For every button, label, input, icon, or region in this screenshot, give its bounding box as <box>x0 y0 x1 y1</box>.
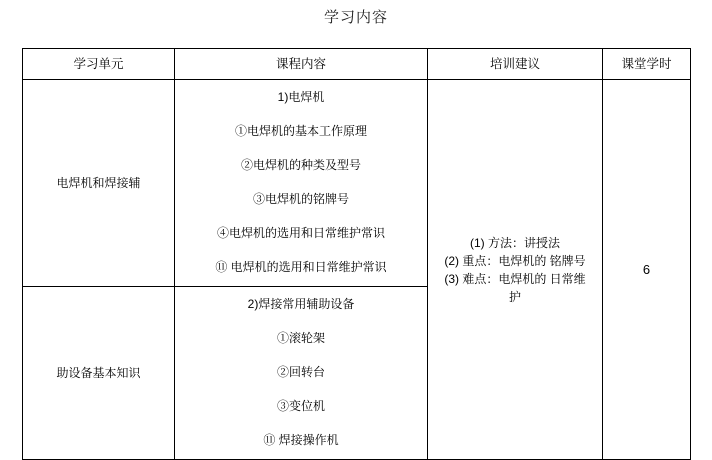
table-header-row <box>23 49 691 80</box>
course-cell-group-1 <box>175 80 428 287</box>
table-row <box>23 80 691 287</box>
advice-line: (3) 难点：电焊机的 日常维 <box>444 271 586 286</box>
unit-cell-line-2: 助设备基本知识 <box>23 287 175 460</box>
table-header <box>23 49 691 80</box>
course-line: ③变位机 <box>276 399 325 413</box>
header-learning-unit: 学习单元 <box>23 49 175 80</box>
course-line: ③电焊机的铭牌号 <box>252 192 349 206</box>
header-class-hours: 课堂学时 <box>603 49 691 80</box>
header-training-advice: 培训建议 <box>428 49 603 80</box>
class-hours-cell: 6 <box>603 80 691 460</box>
course-line: ⑪ 焊接操作机 <box>263 433 339 447</box>
course-line: ⑪ 电焊机的选用和日常维护常识 <box>215 260 387 274</box>
advice-line: (1) 方法：讲授法 <box>469 235 560 250</box>
course-line: ①电焊机的基本工作原理 <box>234 124 367 138</box>
advice-line: 护 <box>508 289 521 304</box>
course-line: ②回转台 <box>276 365 325 379</box>
page-title: 学习内容 <box>323 9 388 26</box>
course-line: ④电焊机的选用和日常维护常识 <box>216 226 385 240</box>
advice-line: (2) 重点：电焊机的 铭牌号 <box>444 253 586 268</box>
header-course-content: 课程内容 <box>175 49 428 80</box>
unit-cell-line-1: 电焊机和焊接辅 <box>23 80 175 287</box>
course-cell-group-2 <box>175 287 428 460</box>
course-line: ①滚轮架 <box>276 331 325 345</box>
learning-content-table <box>22 48 691 460</box>
course-line: 1)电焊机 <box>277 90 325 104</box>
training-advice-cell <box>428 80 603 460</box>
course-line: 2)焊接常用辅助设备 <box>247 297 355 311</box>
table-body <box>23 80 691 460</box>
course-line: ②电焊机的种类及型号 <box>240 158 361 172</box>
